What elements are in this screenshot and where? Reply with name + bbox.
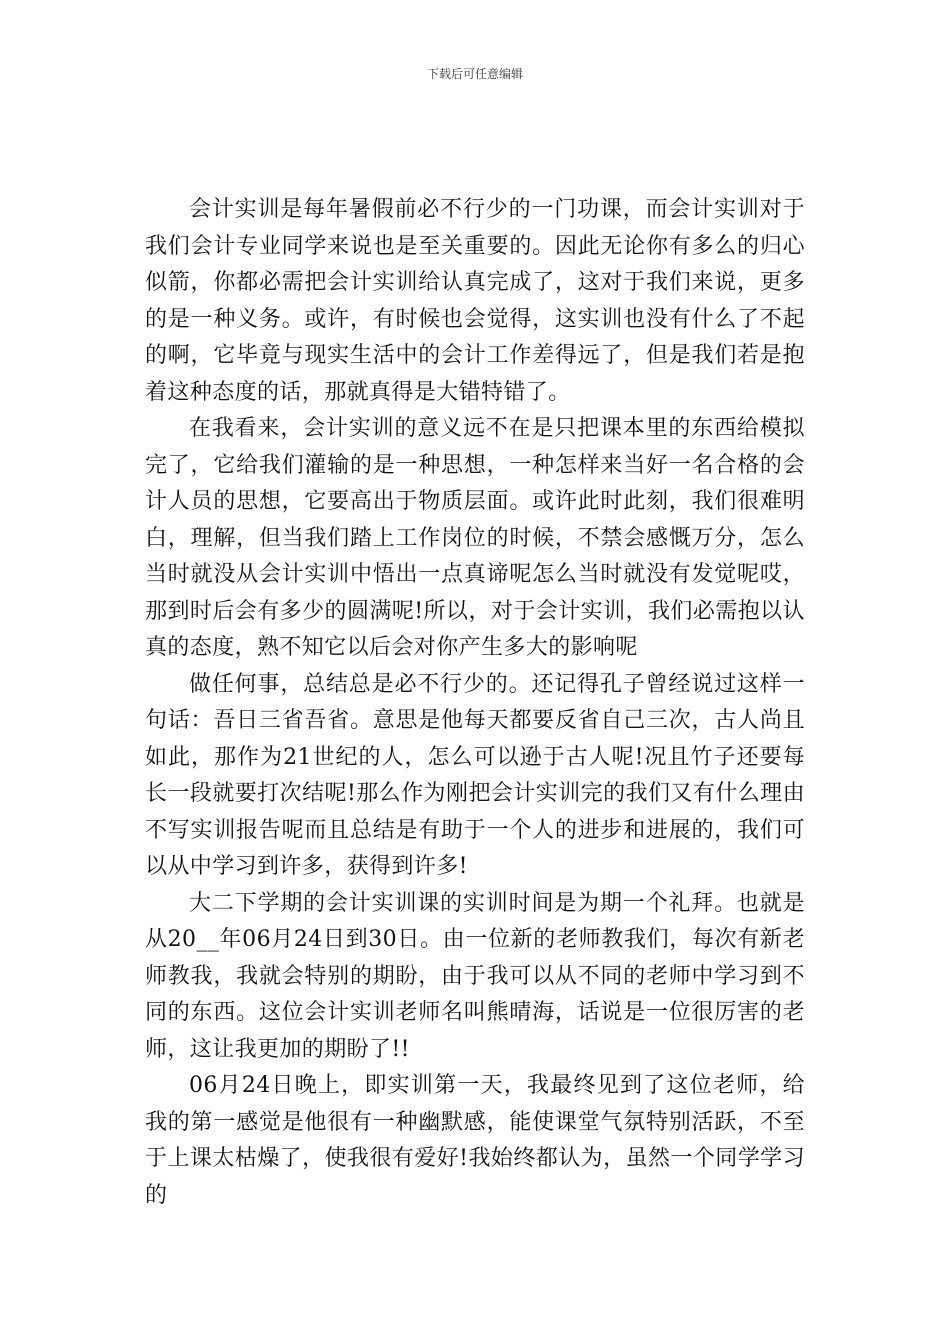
paragraph-4: 大二下学期的会计实训课的实训时间是为期一个礼拜。也就是从20__年06月24日到30日。由一位新的老师教我们，每次有新老师教我，我就会特别的期盼，由于我可以从不同的老师中学习到不同的东西。这位会计实训老师名叫熊晴海，话说是一位很厉害的老师，这让我更加的期盼了!! [145, 890, 805, 1062]
paragraph-1: 会计实训是每年暑假前必不行少的一门功课，而会计实训对于我们会计专业同学来说也是至关重要的。因此无论你有多么的归心似箭，你都必需把会计实训给认真完成了，这对于我们来说，更多的是一种义务。或许，有时候也会觉得，这实训也没有什么了不起的啊，它毕竟与现实生活中的会计工作差得远了，但是我们若是抱着这种态度的话，那就真得是大错特错了。 [145, 197, 805, 405]
document-body [145, 192, 805, 1214]
paragraph-5: 06月24日晚上，即实训第一天，我最终见到了这位老师，给我的第一感觉是他很有一种幽默感，能使课堂气氛特别活跃，不至于上课太枯燥了，使我很有爱好!我始终都认为，虽然一个同学学习的 [145, 1073, 805, 1208]
paragraph-3: 做任何事，总结总是必不行少的。还记得孔子曾经说过这样一句话：吾日三省吾省。意思是他每天都要反省自己三次，古人尚且如此，那作为21世纪的人，怎么可以逊于古人呢!况且竹子还要每长一段就要打次结呢!那么作为刚把会计实训完的我们又有什么理由不写实训报告呢而且总结是有助于一个人的进步和进展的，我们可以从中学习到许多，获得到许多! [145, 671, 805, 879]
paragraph-2: 在我看来，会计实训的意义远不在是只把课本里的东西给模拟完了，它给我们灌输的是一种思想，一种怎样来当好一名合格的会计人员的思想，它要高出于物质层面。或许此时此刻，我们很难明白，理解，但当我们踏上工作岗位的时候，不禁会感慨万分，怎么当时就没从会计实训中悟出一点真谛呢怎么当时就没有发觉呢哎，那到时后会有多少的圆满呢!所以，对于会计实训，我们必需抱以认真的态度，熟不知它以后会对你产生多大的影响呢 [145, 416, 805, 660]
page-header: 下载后可任意编辑 [426, 67, 523, 81]
